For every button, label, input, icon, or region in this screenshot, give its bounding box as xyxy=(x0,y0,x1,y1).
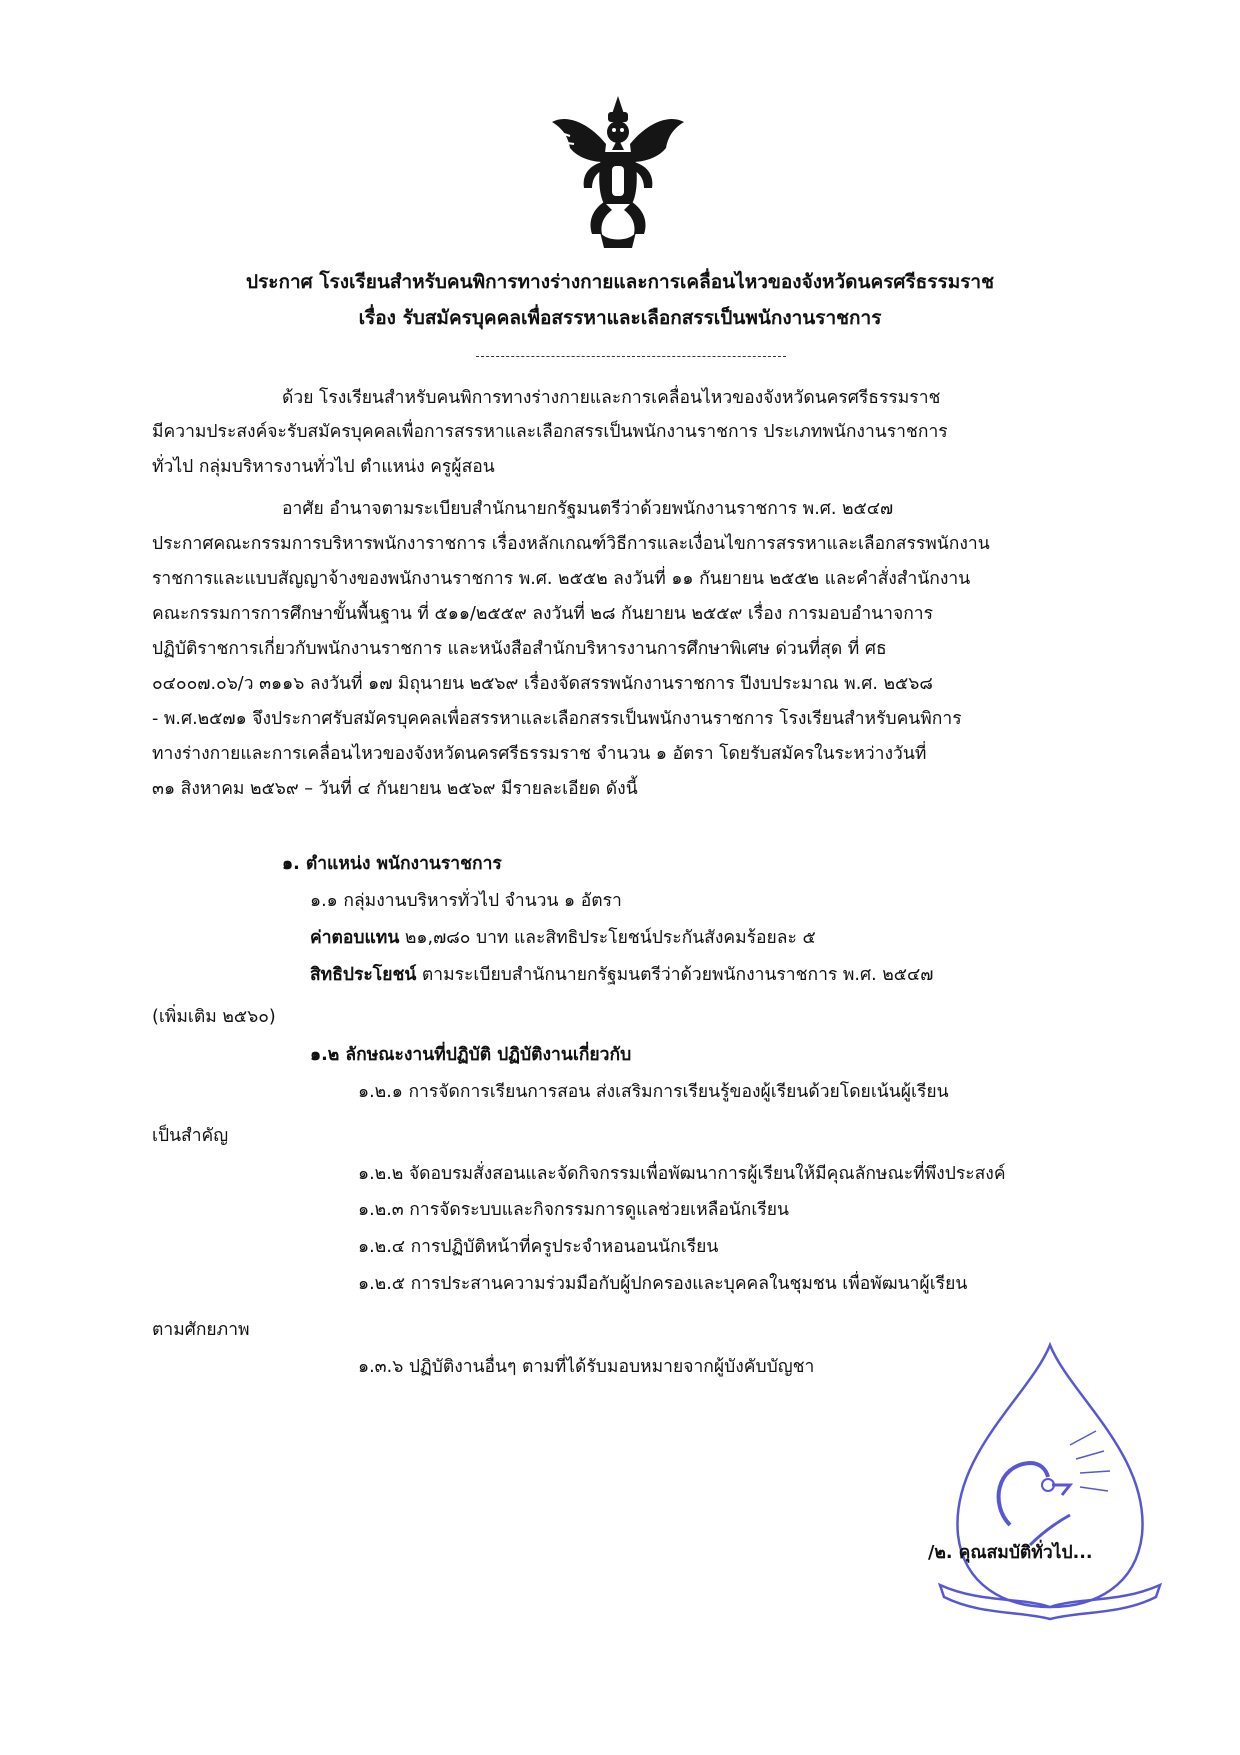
duty-item: ๑.๒.๕ การประสานความร่วมมือกับผู้ปกครองและบุคคลในชุมชน เพื่อพัฒนาผู้เรียน xyxy=(358,1274,968,1294)
position-group: ๑.๑ กลุ่มงานบริหารทั่วไป จำนวน ๑ อัตรา xyxy=(310,891,622,911)
paragraph-line: ประกาศคณะกรรมการบริหารพนักงาราชการ เรื่องหลักเกณฑ์วิธีการและเงื่อนไขการสรรหาและเลือกสรรพนักงาน xyxy=(152,534,990,554)
duty-continuation: เป็นสำคัญ xyxy=(152,1126,229,1146)
section-heading: ๑. ตำแหน่ง พนักงานราชการ xyxy=(282,854,502,874)
compensation-line xyxy=(310,926,816,950)
compensation-label: ค่าตอบแทน xyxy=(310,928,400,948)
announcement-title: ประกาศ โรงเรียนสำหรับคนพิการทางร่างกายและการเคลื่อนไหวของจังหวัดนครศรีธรรมราช xyxy=(246,271,994,293)
paragraph-line: ราชการและแบบสัญญาจ้างของพนักงานราชการ พ.ศ. ๒๕๕๒ ลงวันที่ ๑๑ กันยายน ๒๕๕๒ และคำสั่งสำนักงาน xyxy=(152,569,971,589)
paragraph-line: ทั่วไป กลุ่มบริหารงานทั่วไป ตำแหน่ง ครูผู้สอน xyxy=(152,457,495,477)
benefit-line xyxy=(310,963,933,987)
duty-item: ๑.๒.๒ จัดอบรมสั่งสอนและจัดกิจกรรมเพื่อพัฒนาการผู้เรียนให้มีคุณลักษณะที่พึงประสงค์ xyxy=(358,1164,1006,1184)
paragraph-line: มีความประสงค์จะรับสมัครบุคคลเพื่อการสรรหาและเลือกสรรเป็นพนักงานราชการ ประเภทพนักงานราชการ xyxy=(152,422,948,442)
duty-item: ๑.๒.๓ การจัดระบบและกิจกรรมการดูแลช่วยเหลือนักเรียน xyxy=(358,1200,789,1220)
benefit-continuation: (เพิ่มเติม ๒๕๖๐) xyxy=(152,1007,276,1027)
duty-item: ๑.๒.๔ การปฏิบัติหน้าที่ครูประจำหอนอนนักเรียน xyxy=(358,1237,719,1257)
benefit-label: สิทธิประโยชน์ xyxy=(310,965,417,985)
paragraph-line: - พ.ศ.๒๕๗๑ จึงประกาศรับสมัครบุคคลเพื่อสรรหาและเลือกสรรเป็นพนักงานราชการ โรงเรียนสำหรับคนพิการ xyxy=(152,709,962,729)
duty-item: ๑.๓.๖ ปฏิบัติงานอื่นๆ ตามที่ได้รับมอบหมายจากผู้บังคับบัญชา xyxy=(358,1357,815,1377)
paragraph-line: อาศัย อำนาจตามระเบียบสำนักนายกรัฐมนตรีว่าด้วยพนักงานราชการ พ.ศ. ๒๕๔๗ xyxy=(282,499,894,519)
garuda-emblem-icon xyxy=(548,92,688,252)
announcement-subject: เรื่อง รับสมัครบุคคลเพื่อสรรหาและเลือกสรรเป็นพนักงานราชการ xyxy=(358,307,882,329)
duties-heading: ๑.๒ ลักษณะงานที่ปฏิบัติ ปฏิบัติงานเกี่ยวกับ xyxy=(310,1045,632,1065)
paragraph-line: ๐๔๐๐๗.๐๖/ว ๓๑๑๖ ลงวันที่ ๑๗ มิถุนายน ๒๕๖๙ เรื่องจัดสรรพนักงานราชการ ปีงบประมาณ พ.ศ. ๒๕๖๘ xyxy=(152,674,933,694)
paragraph-line: คณะกรรมการการศึกษาขั้นพื้นฐาน ที่ ๕๑๑/๒๕๕๙ ลงวันที่ ๒๘ กันยายน ๒๕๕๙ เรื่อง การมอบอำนาจการ xyxy=(152,604,934,624)
paragraph-line: ด้วย โรงเรียนสำหรับคนพิการทางร่างกายและการเคลื่อนไหวของจังหวัดนครศรีธรรมราช xyxy=(282,388,941,408)
paragraph-line: ทางร่างกายและการเคลื่อนไหวของจังหวัดนครศรีธรรมราช จำนวน ๑ อัตรา โดยรับสมัครในระหว่างวันที่ xyxy=(152,744,927,764)
compensation-text: ๒๑,๗๘๐ บาท และสิทธิประโยชน์ประกันสังคมร้อยละ ๕ xyxy=(399,928,816,948)
school-seal-icon xyxy=(920,1335,1180,1635)
paragraph-line: ปฏิบัติราชการเกี่ยวกับพนักงานราชการ และหนังสือสำนักบริหารงานการศึกษาพิเศษ ด่วนที่สุด ที่ ศธ xyxy=(152,639,887,659)
duty-continuation: ตามศักยภาพ xyxy=(152,1320,250,1340)
benefit-text: ตามระเบียบสำนักนายกรัฐมนตรีว่าด้วยพนักงานราชการ พ.ศ. ๒๕๔๗ xyxy=(416,965,934,985)
title-divider xyxy=(476,356,786,357)
paragraph-line: ๓๑ สิงหาคม ๒๕๖๙ – วันที่ ๔ กันยายน ๒๕๖๙ มีรายละเอียด ดังนี้ xyxy=(152,779,638,799)
duty-item: ๑.๒.๑ การจัดการเรียนการสอน ส่งเสริมการเรียนรู้ของผู้เรียนด้วยโดยเน้นผู้เรียน xyxy=(358,1082,949,1102)
continuation-marker: /๒. คุณสมบัติทั่วไป... xyxy=(928,1543,1093,1563)
